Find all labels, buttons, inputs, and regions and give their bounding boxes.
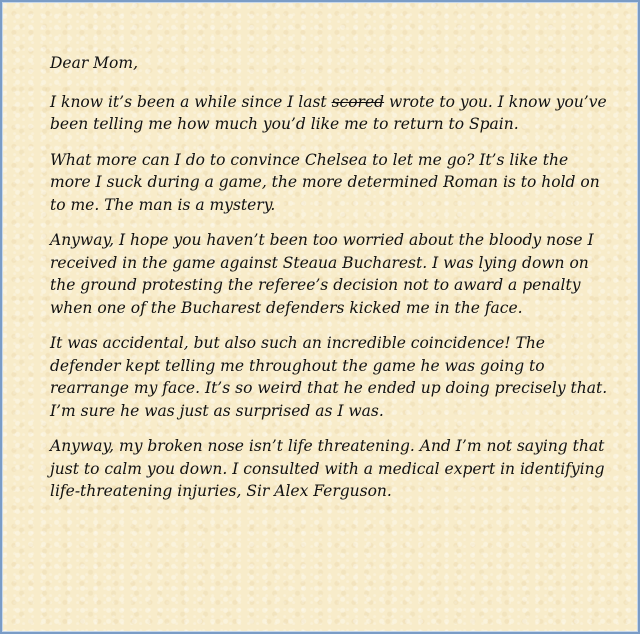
letter-body (50, 52, 610, 516)
paragraph-1-before: I know it’s been a while since I last (50, 92, 332, 111)
paragraph-1-after: wrote to you. I know you’ve been telling me how much you’d like me to return to Spain. (50, 92, 607, 133)
paragraph-3: Anyway, I hope you haven’t been too worried about the bloody nose I received in the game against Steaua Bucharest. I was lying down on the ground protesting the referee’s decision not to award a penalty when one of the Bucharest defenders kicked me in the face. (50, 231, 594, 317)
salutation: Dear Mom, (50, 54, 139, 72)
paragraph-1 (50, 91, 610, 136)
paragraph-4: It was accidental, but also such an incredible coincidence! The defender kept telling me throughout the game he was going to rearrange my face. It’s so weird that he ended up doing precisely that. I’m sure he was just as surprised as I was. (50, 334, 608, 420)
paragraph-5: Anyway, my broken nose isn’t life threatening. And I’m not saying that just to calm you down. I consulted with a medical expert in identifying life-threatening injuries, Sir Alex Ferguson. (50, 437, 605, 500)
paragraph-2: What more can I do to convince Chelsea to let me go? It’s like the more I suck during a game, the more determined Roman is to hold on to me. The man is a mystery. (50, 150, 600, 214)
struck-word: scored (331, 92, 385, 111)
